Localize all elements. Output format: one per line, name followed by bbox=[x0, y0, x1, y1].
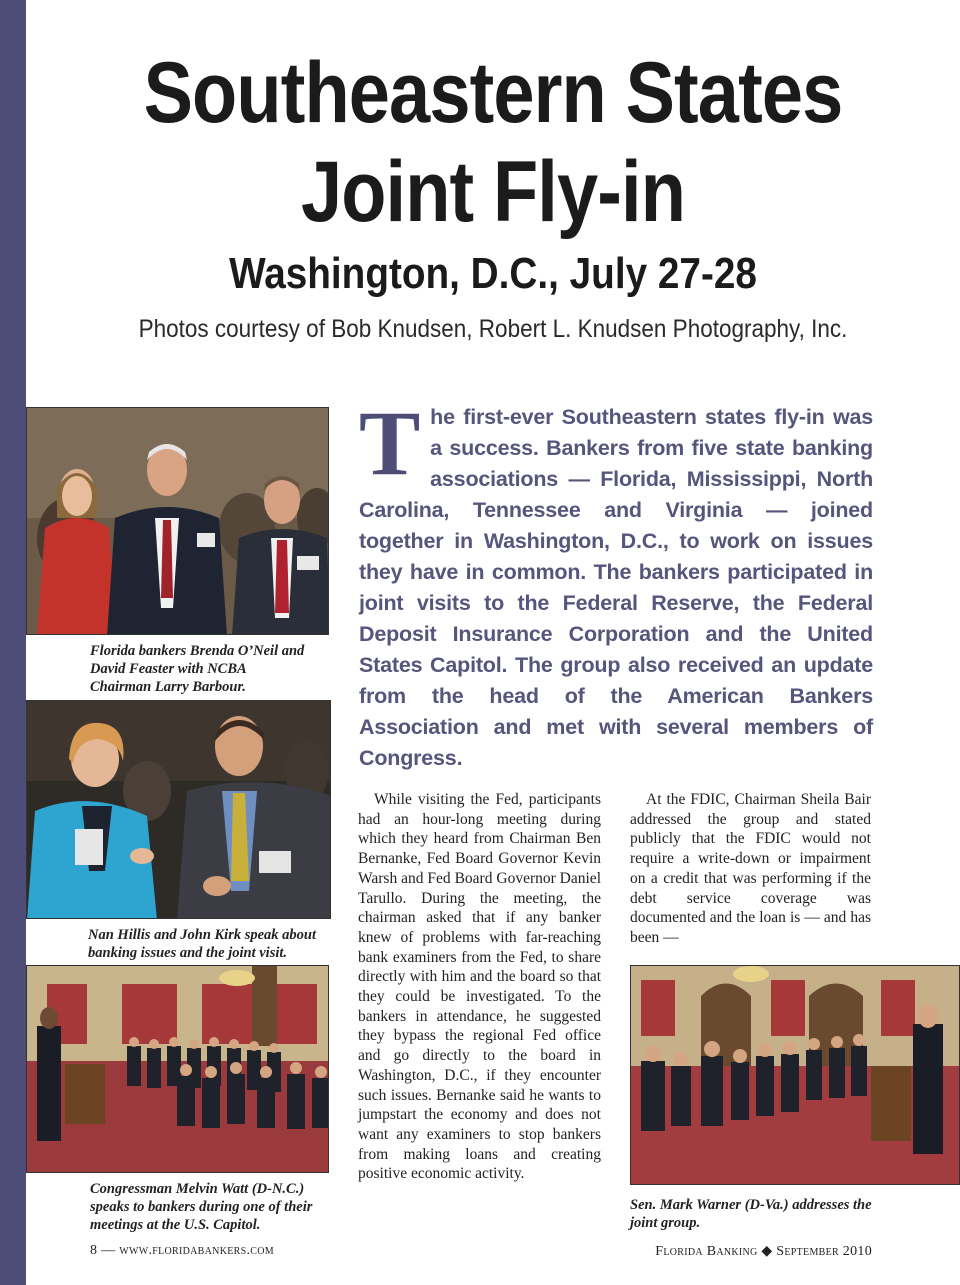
body-paragraph-fdic: At the FDIC, Chairman Sheila Bair addressed the group and stated publicly that the FDIC would not require a write-down or impairment on a credit that was performing if the debt service coverage was documented and the loan is — and has been — bbox=[630, 791, 871, 946]
page-title-line-2: Joint Fly-in bbox=[300, 144, 686, 240]
caption-photo-1: Florida bankers Brenda O’Neil and David Feaster with NCBA Chairman Larry Barbour. bbox=[90, 643, 305, 695]
body-column-2 bbox=[630, 790, 871, 948]
body-paragraph-fed: While visiting the Fed, participants had an hour-long meeting during which they heard from Chairman Ben Bernanke, Fed Board Governor Kevin Warsh and Fed Board Governor Daniel Tarullo. During the meeting, the chairman asked that if any banker knew of problems with far-reaching bank examiners from the Fed, to share directly with him and the board so that they could be investigated. To the bankers in attendance, he suggested they bypass the regional Fed office and go directly to the board in Washington, D.C., if they encounter such issues. Bernanke said he wants to jumpstart the economy and does not want any examiners to stop bankers from making loans and creating positive economic activity. bbox=[358, 791, 601, 1183]
footer-right bbox=[655, 1243, 872, 1260]
page-subtitle: Washington, D.C., July 27-28 bbox=[229, 249, 757, 298]
footer-dash: — bbox=[101, 1243, 120, 1258]
intro-paragraph bbox=[359, 392, 873, 774]
caption-photo-4: Sen. Mark Warner (D-Va.) addresses the joint group. bbox=[630, 1197, 872, 1231]
footer-diamond-icon: ◆ bbox=[761, 1244, 773, 1259]
photo-credit: Photos courtesy of Bob Knudsen, Robert L. Knudsen Photography, Inc. bbox=[138, 315, 848, 343]
photo-watt-capitol bbox=[26, 965, 329, 1173]
page-number: 8 bbox=[90, 1243, 98, 1258]
intro-text: he first-ever Southeastern states fly-in was a success. Bankers from five state banking associations — Florida, Mississippi, North Carolina, Tennessee and Virginia — joined together in Washington, D.C., to work on issues they have in common. The bankers participated in joint visits to the Federal Reserve, the Federal Deposit Insurance Corporation and the United States Capitol. The group also received an update from the head of the American Bankers Association and met with several members of Congress. bbox=[359, 405, 873, 770]
photo-warner bbox=[630, 965, 960, 1185]
footer-website[interactable]: www.floridabankers.com bbox=[119, 1243, 274, 1258]
page-title-line-1: Southeastern States bbox=[143, 45, 843, 141]
photo-hillis-kirk bbox=[26, 700, 331, 919]
footer-publication: Florida Banking bbox=[655, 1244, 758, 1259]
caption-photo-3: Congressman Melvin Watt (D-N.C.) speaks to bankers during one of their meetings at the U.S. Capitol. bbox=[90, 1181, 313, 1233]
drop-cap: T bbox=[359, 392, 421, 494]
side-accent-bar bbox=[0, 0, 26, 1285]
caption-photo-2: Nan Hillis and John Kirk speak about banking issues and the joint visit. bbox=[88, 927, 317, 961]
footer-issue: September 2010 bbox=[776, 1244, 872, 1259]
body-column-1 bbox=[358, 790, 601, 1184]
footer-left bbox=[90, 1243, 274, 1259]
photo-reception-bankers bbox=[26, 407, 329, 635]
